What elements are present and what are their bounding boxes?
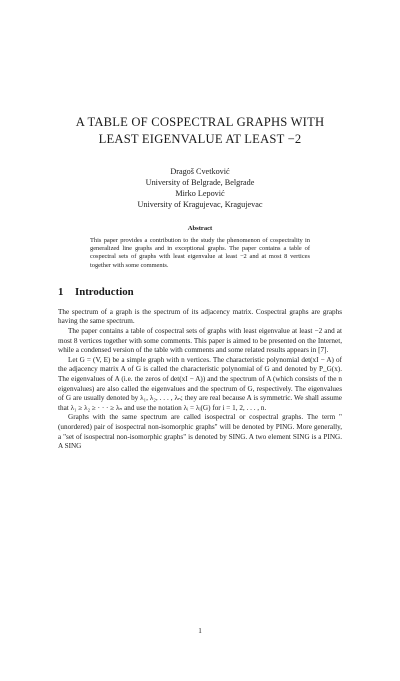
- paper-title: [58, 114, 342, 148]
- paragraph-2: The paper contains a table of cospectral sets of graphs with least eigenvalue at least −2 and at most 8 vertices together with some comments. This paper is aimed to be presented on the Internet, while a condensed version of the table with comments and some related results appears in [7].: [58, 327, 342, 355]
- paper-page: [0, 114, 400, 681]
- paragraph-1: The spectrum of a graph is the spectrum of its adjacency matrix. Cospectral graphs are graphs having the same spectrum.: [58, 307, 342, 326]
- author-block: [58, 166, 342, 210]
- section-title: Introduction: [75, 285, 134, 298]
- title-line-1: A TABLE OF COSPECTRAL GRAPHS WITH: [75, 115, 325, 129]
- author-name-1: Dragoš Cvetković: [170, 167, 230, 176]
- author-affiliation-2: University of Kragujevac, Kragujevac: [137, 200, 263, 209]
- author-affiliation-1: University of Belgrade, Belgrade: [145, 178, 255, 187]
- abstract-text: This paper provides a contribution to the study the phenomenon of cospectrality in generalized line graphs and in exceptional graphs. The paper contains a table of cospectral sets of graphs with least eigenvalue at least −2 and at most 8 vertices together with some comments.: [90, 237, 310, 269]
- title-line-2: LEAST EIGENVALUE AT LEAST −2: [98, 132, 302, 146]
- paragraph-3: Let G = (V, E) be a simple graph with n vertices. The characteristic polynomial det(xI − A) of the adjacency matrix A of G is called the characteristic polynomial of G and denoted by P_G(x). The eigenvalues of A (i.e. the zeros of det(xI − A)) and the spectrum of A (which consists of the n eigenvalues) are also called the eigenvalues and the spectrum of G, respectively. The eigenvalues of G are usually denoted by λ₁, λ₂, . . . , λₙ; they are real because A is symmetric. We shall assume that λ₁ ≥ λ₂ ≥ · · · ≥ λₙ and use the notation λᵢ = λᵢ(G) for i = 1, 2, . . . , n.: [58, 355, 342, 412]
- page-number: 1: [198, 627, 202, 635]
- paragraph-4: Graphs with the same spectrum are called isospectral or cospectral graphs. The term "(unordered) pair of isospectral non-isomorphic graphs" will be denoted by PING. More generally, a "set of isospectral non-isomorphic graphs" is denoted by SING. A two element SING is a PING. A SING: [58, 413, 342, 451]
- section-heading: [58, 286, 342, 298]
- author-name-2: Mirko Lepović: [175, 189, 225, 198]
- abstract-heading: Abstract: [187, 225, 213, 232]
- section-number: 1: [58, 285, 64, 298]
